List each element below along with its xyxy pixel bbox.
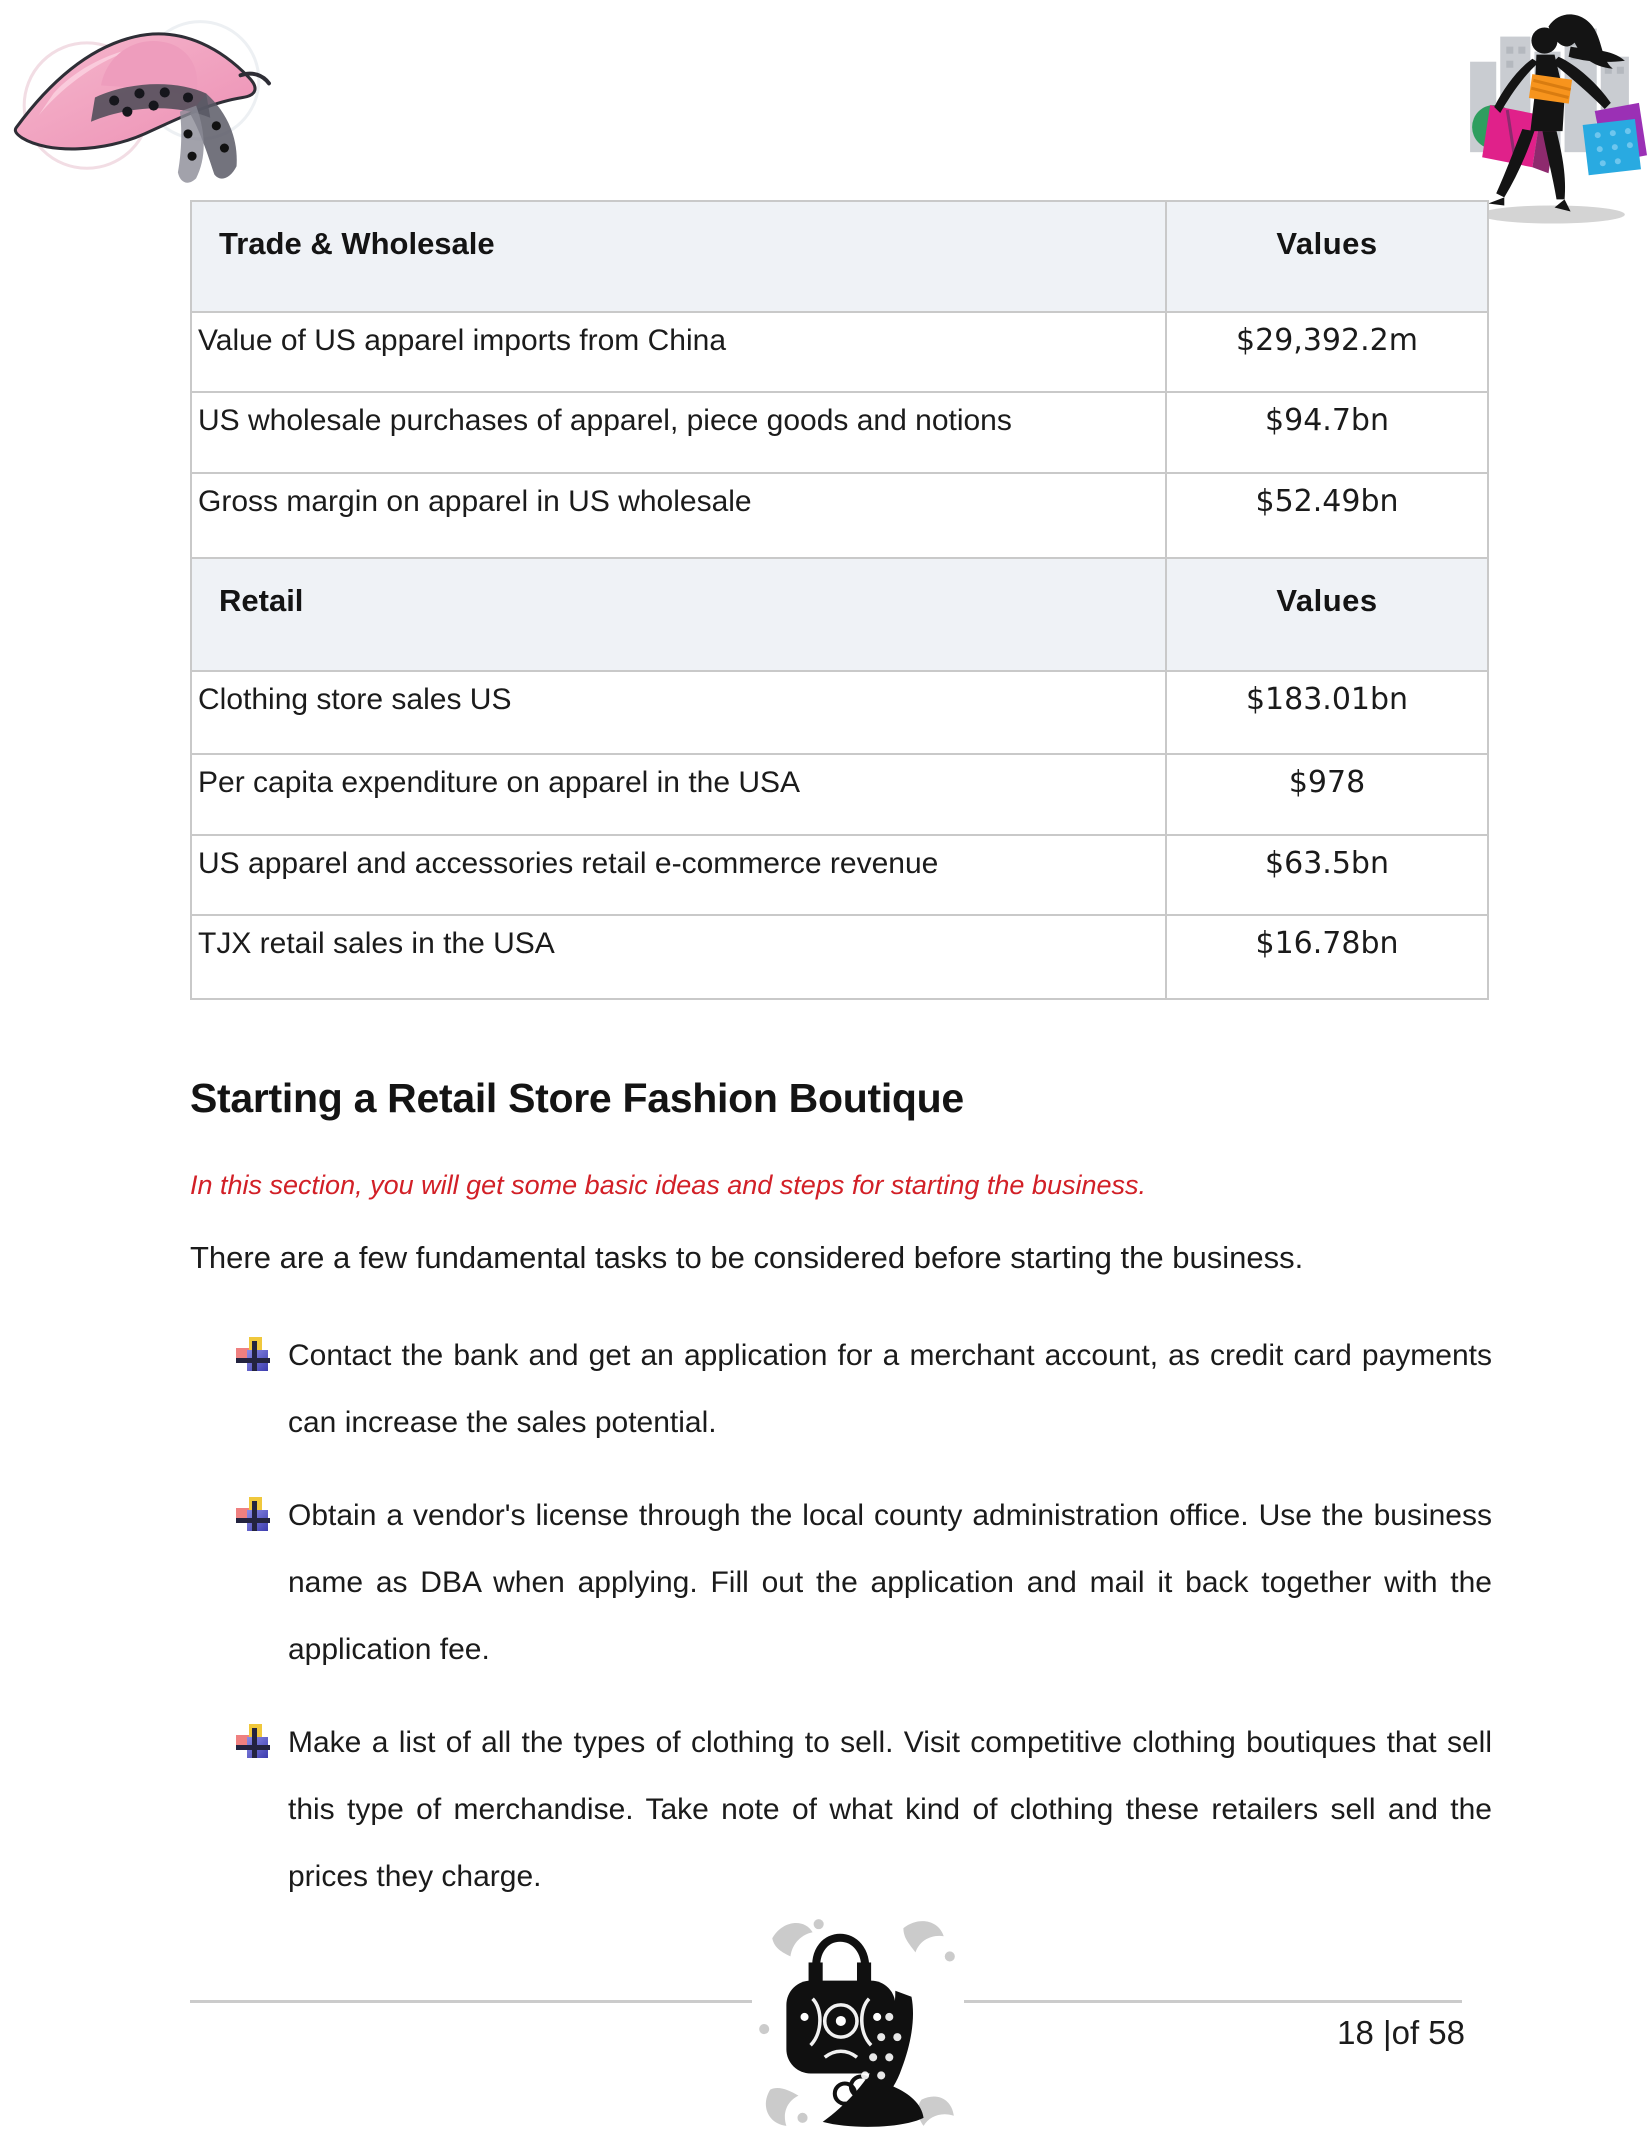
lead-paragraph: There are a few fundamental tasks to be considered before starting the business. [190,1240,1304,1275]
bullet-text: Make a list of all the types of clothing to sell. Visit competitive clothing boutiques that sell this type of merchandise. Take note of what kind of clothing these retailers sell and the prices they charge. [288,1726,1492,1893]
table-section-header [191,558,1488,671]
row-value: $16.78bn [1166,915,1488,999]
values-column-header: Values [1166,201,1488,312]
page-title: Starting a Retail Store Fashion Boutique [190,1075,964,1122]
table-row [191,835,1488,915]
row-label: US wholesale purchases of apparel, piece goods and notions [191,392,1166,473]
row-value: $29,392.2m [1166,312,1488,392]
page-number: 18 |of 58 [1337,2014,1465,2051]
row-label: Per capita expenditure on apparel in the USA [191,754,1166,835]
table-row [191,915,1488,999]
handbag-heel-icon [752,1908,964,2138]
row-value: $63.5bn [1166,835,1488,915]
values-column-header: Values [1166,558,1488,671]
bullet-text: Contact the bank and get an application for a merchant account, as credit card payments can increase the sales potential. [288,1339,1492,1439]
colored-squares-bullet-icon [236,1337,272,1373]
table-row [191,473,1488,558]
table-row [191,392,1488,473]
table-row [191,312,1488,392]
row-label: Clothing store sales US [191,671,1166,754]
row-label: US apparel and accessories retail e-commerce revenue [191,835,1166,915]
row-value: $978 [1166,754,1488,835]
section-header-label: Trade & Wholesale [191,201,1166,312]
row-value: $52.49bn [1166,473,1488,558]
colored-squares-bullet-icon [236,1724,272,1760]
table-row [191,754,1488,835]
row-label: Value of US apparel imports from China [191,312,1166,392]
pink-hat-icon [8,4,276,192]
section-intro-note: In this section, you will get some basic ideas and steps for starting the business. [190,1170,1146,1200]
row-label: Gross margin on apparel in US wholesale [191,473,1166,558]
section-header-label: Retail [191,558,1166,671]
table-row [191,671,1488,754]
shopping-woman-icon [1452,6,1648,228]
table-section-header [191,201,1488,312]
apparel-stats-table [190,200,1489,1000]
row-value: $94.7bn [1166,392,1488,473]
bullet-text: Obtain a vendor's license through the local county administration office. Use the business name as DBA when applying. Fill out the application and mail it back together with the application fee. [288,1499,1492,1666]
task-list [288,1322,1492,1910]
list-item [288,1322,1492,1456]
row-value: $183.01bn [1166,671,1488,754]
colored-squares-bullet-icon [236,1497,272,1533]
list-item [288,1482,1492,1683]
list-item [288,1709,1492,1910]
row-label: TJX retail sales in the USA [191,915,1166,999]
